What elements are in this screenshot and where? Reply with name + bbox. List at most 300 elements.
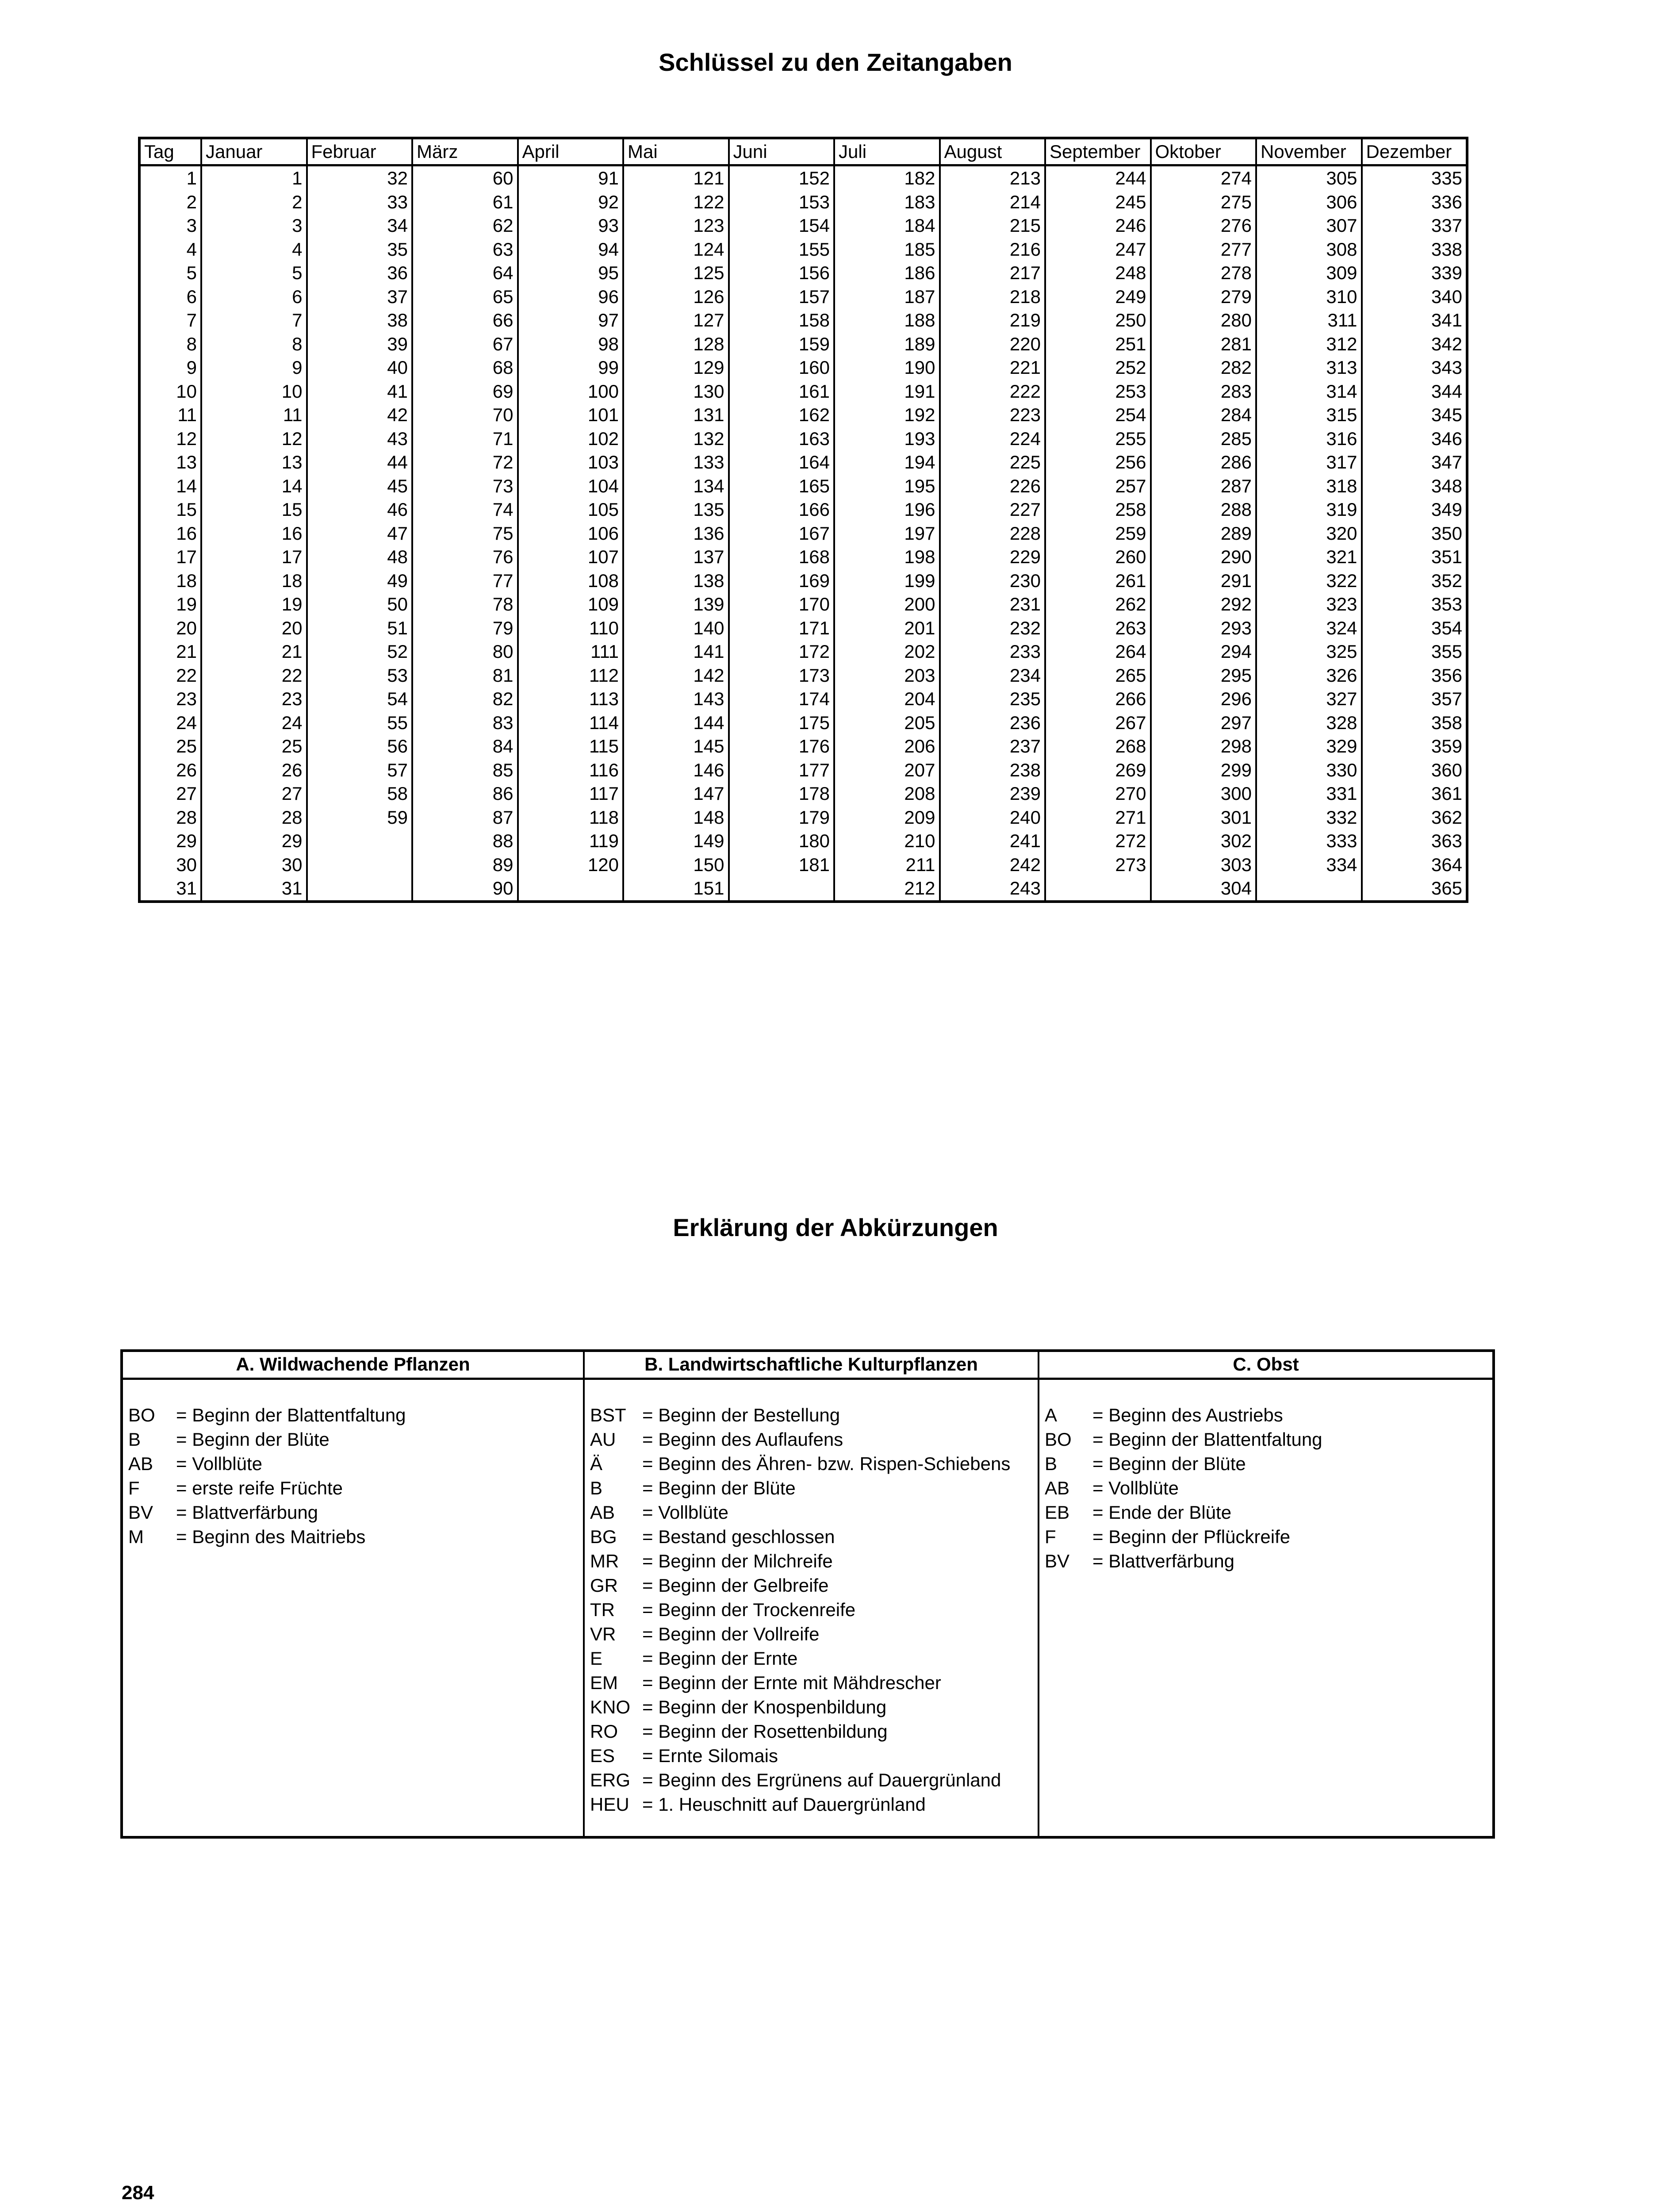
day-of-year-cell: 154 bbox=[729, 214, 835, 238]
day-of-year-cell: 83 bbox=[412, 711, 518, 735]
day-of-year-cell: 191 bbox=[834, 380, 940, 403]
day-of-year-cell: 350 bbox=[1362, 522, 1468, 545]
day-of-year-cell: 316 bbox=[1256, 427, 1362, 451]
day-of-year-cell: 232 bbox=[940, 616, 1046, 640]
day-of-year-cell: 307 bbox=[1256, 214, 1362, 238]
list-item bbox=[590, 1573, 1038, 1598]
day-of-year-cell: 62 bbox=[412, 214, 518, 238]
day-of-year-cell: 185 bbox=[834, 238, 940, 261]
day-of-year-cell: 245 bbox=[1045, 190, 1151, 214]
abbr-meaning: = Beginn der Blüte bbox=[1092, 1453, 1246, 1474]
day-of-year-cell: 166 bbox=[729, 498, 835, 522]
day-of-year-cell: 41 bbox=[307, 380, 413, 403]
day-of-year-cell: 14 bbox=[201, 474, 307, 498]
day-of-year-cell: 21 bbox=[201, 640, 307, 664]
day-of-year-cell: 26 bbox=[201, 758, 307, 782]
day-of-year-cell: 240 bbox=[940, 806, 1046, 830]
day-of-year-cell: 212 bbox=[834, 876, 940, 902]
day-of-year-cell: 275 bbox=[1151, 190, 1257, 214]
day-of-year-cell: 243 bbox=[940, 876, 1046, 902]
day-of-year-cell: 342 bbox=[1362, 332, 1468, 356]
list-item bbox=[1045, 1500, 1492, 1525]
abbr-code: BO bbox=[128, 1405, 155, 1425]
list-item bbox=[590, 1768, 1038, 1792]
day-of-year-cell: 122 bbox=[623, 190, 729, 214]
day-of-year-cell: 104 bbox=[518, 474, 624, 498]
day-of-year-cell: 241 bbox=[940, 829, 1046, 853]
day-of-year-cell: 268 bbox=[1045, 734, 1151, 758]
day-cell: 8 bbox=[139, 332, 201, 356]
table-row bbox=[139, 853, 1467, 877]
day-of-year-cell: 91 bbox=[518, 165, 624, 190]
day-of-year-cell: 74 bbox=[412, 498, 518, 522]
day-of-year-cell: 45 bbox=[307, 474, 413, 498]
day-of-year-cell: 170 bbox=[729, 592, 835, 616]
day-of-year-cell: 223 bbox=[940, 403, 1046, 427]
day-of-year-cell: 290 bbox=[1151, 545, 1257, 569]
day-of-year-cell: 103 bbox=[518, 450, 624, 474]
day-of-year-cell: 206 bbox=[834, 734, 940, 758]
day-cell: 2 bbox=[139, 190, 201, 214]
day-cell: 17 bbox=[139, 545, 201, 569]
day-of-year-cell: 169 bbox=[729, 569, 835, 593]
day-of-year-cell: 37 bbox=[307, 285, 413, 309]
day-of-year-cell bbox=[1256, 876, 1362, 902]
day-of-year-cell: 270 bbox=[1045, 782, 1151, 806]
abbr-meaning: = Blattverfärbung bbox=[176, 1502, 318, 1523]
list-item bbox=[128, 1500, 583, 1525]
day-of-year-cell: 22 bbox=[201, 664, 307, 687]
day-of-year-cell: 227 bbox=[940, 498, 1046, 522]
day-of-year-cell: 18 bbox=[201, 569, 307, 593]
day-of-year-cell: 95 bbox=[518, 261, 624, 285]
day-of-year-cell: 348 bbox=[1362, 474, 1468, 498]
abbr-code: M bbox=[128, 1526, 144, 1547]
day-of-year-cell: 58 bbox=[307, 782, 413, 806]
day-of-year-cell: 269 bbox=[1045, 758, 1151, 782]
day-of-year-cell: 151 bbox=[623, 876, 729, 902]
day-of-year-cell: 80 bbox=[412, 640, 518, 664]
day-of-year-cell: 236 bbox=[940, 711, 1046, 735]
day-cell: 10 bbox=[139, 380, 201, 403]
day-of-year-cell: 150 bbox=[623, 853, 729, 877]
day-of-year-cell: 175 bbox=[729, 711, 835, 735]
page-title-abbreviations: Erklärung der Abkürzungen bbox=[673, 1214, 998, 1241]
day-of-year-cell: 27 bbox=[201, 782, 307, 806]
day-of-year-cell: 90 bbox=[412, 876, 518, 902]
day-cell: 15 bbox=[139, 498, 201, 522]
day-of-year-cell: 220 bbox=[940, 332, 1046, 356]
column-header: April bbox=[518, 138, 624, 165]
day-of-year-cell: 149 bbox=[623, 829, 729, 853]
abbr-meaning: = Beginn der Vollreife bbox=[642, 1624, 820, 1644]
day-of-year-cell: 49 bbox=[307, 569, 413, 593]
day-of-year-cell: 196 bbox=[834, 498, 940, 522]
day-of-year-cell: 207 bbox=[834, 758, 940, 782]
table-row bbox=[139, 214, 1467, 238]
abbr-meaning: = Vollblüte bbox=[176, 1453, 262, 1474]
day-of-year-cell: 183 bbox=[834, 190, 940, 214]
day-of-year-cell: 20 bbox=[201, 616, 307, 640]
day-of-year-cell: 194 bbox=[834, 450, 940, 474]
abbr-meaning: = Beginn des Auflaufens bbox=[642, 1429, 843, 1450]
day-of-year-cell: 193 bbox=[834, 427, 940, 451]
day-cell: 7 bbox=[139, 308, 201, 332]
day-of-year-cell: 233 bbox=[940, 640, 1046, 664]
day-of-year-cell: 16 bbox=[201, 522, 307, 545]
day-of-year-cell: 9 bbox=[201, 356, 307, 380]
day-of-year-cell: 282 bbox=[1151, 356, 1257, 380]
day-of-year-cell: 23 bbox=[201, 687, 307, 711]
day-of-year-cell: 54 bbox=[307, 687, 413, 711]
day-of-year-cell bbox=[307, 876, 413, 902]
day-of-year-cell: 209 bbox=[834, 806, 940, 830]
day-of-year-cell: 113 bbox=[518, 687, 624, 711]
day-of-year-cell: 10 bbox=[201, 380, 307, 403]
day-of-year-cell: 204 bbox=[834, 687, 940, 711]
day-of-year-cell: 171 bbox=[729, 616, 835, 640]
day-of-year-cell: 274 bbox=[1151, 165, 1257, 190]
day-of-year-cell: 314 bbox=[1256, 380, 1362, 403]
day-of-year-cell: 53 bbox=[307, 664, 413, 687]
day-of-year-cell: 313 bbox=[1256, 356, 1362, 380]
day-of-year-cell: 85 bbox=[412, 758, 518, 782]
abbr-meaning: = Beginn der Pflückreife bbox=[1092, 1526, 1291, 1547]
abbr-code: AB bbox=[1045, 1478, 1070, 1498]
day-of-year-cell: 254 bbox=[1045, 403, 1151, 427]
day-of-year-cell: 324 bbox=[1256, 616, 1362, 640]
day-of-year-cell: 262 bbox=[1045, 592, 1151, 616]
abbr-code: BV bbox=[1045, 1551, 1070, 1571]
day-cell: 1 bbox=[139, 165, 201, 190]
column-header: Oktober bbox=[1151, 138, 1257, 165]
list-item bbox=[590, 1671, 1038, 1695]
day-of-year-cell: 92 bbox=[518, 190, 624, 214]
day-of-year-cell: 73 bbox=[412, 474, 518, 498]
abbr-column-crops bbox=[583, 1352, 1038, 1836]
day-of-year-cell: 100 bbox=[518, 380, 624, 403]
abbr-column-wild-plants bbox=[123, 1352, 583, 1836]
day-of-year-cell: 221 bbox=[940, 356, 1046, 380]
day-of-year-cell: 3 bbox=[201, 214, 307, 238]
day-of-year-cell: 35 bbox=[307, 238, 413, 261]
day-of-year-cell: 60 bbox=[412, 165, 518, 190]
day-of-year-cell: 345 bbox=[1362, 403, 1468, 427]
abbr-list bbox=[585, 1380, 1038, 1816]
table-row bbox=[139, 238, 1467, 261]
day-of-year-cell: 271 bbox=[1045, 806, 1151, 830]
day-of-year-cell: 354 bbox=[1362, 616, 1468, 640]
list-item bbox=[1045, 1476, 1492, 1500]
day-of-year-cell: 138 bbox=[623, 569, 729, 593]
list-item bbox=[128, 1403, 583, 1427]
day-of-year-cell bbox=[307, 829, 413, 853]
day-of-year-cell: 102 bbox=[518, 427, 624, 451]
day-of-year-cell: 188 bbox=[834, 308, 940, 332]
day-of-year-cell: 180 bbox=[729, 829, 835, 853]
day-of-year-cell: 96 bbox=[518, 285, 624, 309]
day-of-year-cell: 29 bbox=[201, 829, 307, 853]
day-of-year-cell: 32 bbox=[307, 165, 413, 190]
list-item bbox=[590, 1598, 1038, 1622]
day-of-year-cell: 86 bbox=[412, 782, 518, 806]
list-item bbox=[590, 1476, 1038, 1500]
abbr-code: AB bbox=[128, 1453, 153, 1474]
day-of-year-cell: 44 bbox=[307, 450, 413, 474]
day-of-year-cell: 5 bbox=[201, 261, 307, 285]
day-of-year-cell: 184 bbox=[834, 214, 940, 238]
day-cell: 12 bbox=[139, 427, 201, 451]
day-of-year-cell: 205 bbox=[834, 711, 940, 735]
day-of-year-cell: 40 bbox=[307, 356, 413, 380]
day-of-year-cell: 330 bbox=[1256, 758, 1362, 782]
day-of-year-cell: 124 bbox=[623, 238, 729, 261]
abbr-code: MR bbox=[590, 1551, 619, 1571]
day-of-year-cell: 344 bbox=[1362, 380, 1468, 403]
day-of-year-cell: 61 bbox=[412, 190, 518, 214]
day-of-year-cell: 296 bbox=[1151, 687, 1257, 711]
abbr-meaning: = Beginn des Austriebs bbox=[1092, 1405, 1283, 1425]
abbr-code: KNO bbox=[590, 1697, 631, 1717]
day-of-year-cell: 142 bbox=[623, 664, 729, 687]
day-of-year-cell: 187 bbox=[834, 285, 940, 309]
day-of-year-cell: 349 bbox=[1362, 498, 1468, 522]
day-of-year-cell: 117 bbox=[518, 782, 624, 806]
abbr-code: HEU bbox=[590, 1794, 629, 1815]
day-of-year-cell: 152 bbox=[729, 165, 835, 190]
day-of-year-cell: 259 bbox=[1045, 522, 1151, 545]
day-of-year-cell: 36 bbox=[307, 261, 413, 285]
abbr-code: A bbox=[1045, 1405, 1058, 1425]
abbr-meaning: = Beginn des Maitriebs bbox=[176, 1526, 366, 1547]
day-of-year-cell: 239 bbox=[940, 782, 1046, 806]
day-of-year-cell: 59 bbox=[307, 806, 413, 830]
day-of-year-cell: 153 bbox=[729, 190, 835, 214]
day-of-year-cell bbox=[307, 853, 413, 877]
abbr-code: AB bbox=[590, 1502, 615, 1523]
day-of-year-cell: 308 bbox=[1256, 238, 1362, 261]
day-of-year-cell: 312 bbox=[1256, 332, 1362, 356]
day-of-year-cell: 340 bbox=[1362, 285, 1468, 309]
table-row bbox=[139, 687, 1467, 711]
day-of-year-cell: 64 bbox=[412, 261, 518, 285]
list-item bbox=[590, 1403, 1038, 1427]
day-of-year-cell: 329 bbox=[1256, 734, 1362, 758]
day-of-year-cell: 334 bbox=[1256, 853, 1362, 877]
day-of-year-cell: 328 bbox=[1256, 711, 1362, 735]
day-of-year-cell: 195 bbox=[834, 474, 940, 498]
day-of-year-cell: 289 bbox=[1151, 522, 1257, 545]
day-of-year-cell: 278 bbox=[1151, 261, 1257, 285]
day-of-year-cell: 127 bbox=[623, 308, 729, 332]
day-of-year-cell: 226 bbox=[940, 474, 1046, 498]
day-cell: 20 bbox=[139, 616, 201, 640]
day-of-year-cell: 139 bbox=[623, 592, 729, 616]
day-cell: 30 bbox=[139, 853, 201, 877]
day-of-year-cell: 94 bbox=[518, 238, 624, 261]
day-of-year-cell: 12 bbox=[201, 427, 307, 451]
day-of-year-cell: 30 bbox=[201, 853, 307, 877]
day-of-year-cell: 162 bbox=[729, 403, 835, 427]
table-row bbox=[139, 403, 1467, 427]
abbr-code: B bbox=[1045, 1453, 1058, 1474]
day-of-year-cell: 335 bbox=[1362, 165, 1468, 190]
day-of-year-cell: 89 bbox=[412, 853, 518, 877]
abbr-code: BST bbox=[590, 1405, 626, 1425]
day-of-year-cell: 228 bbox=[940, 522, 1046, 545]
table-row bbox=[139, 876, 1467, 902]
day-of-year-cell: 158 bbox=[729, 308, 835, 332]
day-of-year-cell: 203 bbox=[834, 664, 940, 687]
abbr-code: TR bbox=[590, 1599, 615, 1620]
day-of-year-cell: 87 bbox=[412, 806, 518, 830]
day-of-year-cell: 75 bbox=[412, 522, 518, 545]
day-of-year-cell: 305 bbox=[1256, 165, 1362, 190]
abbr-code: F bbox=[1045, 1526, 1056, 1547]
day-of-year-cell: 147 bbox=[623, 782, 729, 806]
day-of-year-cell: 66 bbox=[412, 308, 518, 332]
column-header: Juni bbox=[729, 138, 835, 165]
day-of-year-cell: 295 bbox=[1151, 664, 1257, 687]
day-of-year-cell: 234 bbox=[940, 664, 1046, 687]
abbr-meaning: = Ernte Silomais bbox=[642, 1745, 778, 1766]
list-item bbox=[1045, 1525, 1492, 1549]
table-row bbox=[139, 380, 1467, 403]
list-item bbox=[590, 1622, 1038, 1646]
day-cell: 24 bbox=[139, 711, 201, 735]
day-of-year-cell: 218 bbox=[940, 285, 1046, 309]
day-of-year-cell: 341 bbox=[1362, 308, 1468, 332]
day-of-year-cell: 48 bbox=[307, 545, 413, 569]
day-of-year-cell: 136 bbox=[623, 522, 729, 545]
day-of-year-cell: 301 bbox=[1151, 806, 1257, 830]
day-cell: 19 bbox=[139, 592, 201, 616]
day-of-year-cell: 222 bbox=[940, 380, 1046, 403]
abbr-meaning: = Beginn der Bestellung bbox=[642, 1405, 840, 1425]
abbr-meaning: = Beginn der Ernte bbox=[642, 1648, 798, 1669]
day-of-year-cell: 347 bbox=[1362, 450, 1468, 474]
day-of-year-cell: 333 bbox=[1256, 829, 1362, 853]
day-of-year-cell: 156 bbox=[729, 261, 835, 285]
abbr-code: B bbox=[590, 1478, 603, 1498]
day-of-year-cell: 7 bbox=[201, 308, 307, 332]
abbr-code: F bbox=[128, 1478, 140, 1498]
day-of-year-cell: 309 bbox=[1256, 261, 1362, 285]
column-header: März bbox=[412, 138, 518, 165]
day-of-year-cell: 264 bbox=[1045, 640, 1151, 664]
day-of-year-cell: 318 bbox=[1256, 474, 1362, 498]
day-of-year-cell: 266 bbox=[1045, 687, 1151, 711]
table-row bbox=[139, 474, 1467, 498]
day-of-year-cell: 200 bbox=[834, 592, 940, 616]
table-row bbox=[139, 522, 1467, 545]
day-of-year-cell: 19 bbox=[201, 592, 307, 616]
abbr-meaning: = Beginn des Ähren- bzw. Rispen-Schiebens bbox=[642, 1453, 1011, 1474]
day-of-year-cell: 109 bbox=[518, 592, 624, 616]
day-of-year-cell: 68 bbox=[412, 356, 518, 380]
day-of-year-cell: 276 bbox=[1151, 214, 1257, 238]
list-item bbox=[1045, 1427, 1492, 1452]
day-of-year-cell: 93 bbox=[518, 214, 624, 238]
day-cell: 22 bbox=[139, 664, 201, 687]
day-of-year-cell: 201 bbox=[834, 616, 940, 640]
day-of-year-cell: 199 bbox=[834, 569, 940, 593]
day-of-year-cell: 360 bbox=[1362, 758, 1468, 782]
day-of-year-cell: 302 bbox=[1151, 829, 1257, 853]
day-of-year-cell: 238 bbox=[940, 758, 1046, 782]
day-of-year-cell: 325 bbox=[1256, 640, 1362, 664]
day-of-year-cell: 217 bbox=[940, 261, 1046, 285]
day-cell: 25 bbox=[139, 734, 201, 758]
abbr-meaning: = Bestand geschlossen bbox=[642, 1526, 835, 1547]
day-of-year-cell: 4 bbox=[201, 238, 307, 261]
day-of-year-cell: 163 bbox=[729, 427, 835, 451]
table-row bbox=[139, 356, 1467, 380]
day-of-year-cell: 258 bbox=[1045, 498, 1151, 522]
day-of-year-cell: 248 bbox=[1045, 261, 1151, 285]
day-of-year-cell: 119 bbox=[518, 829, 624, 853]
column-header: Dezember bbox=[1362, 138, 1468, 165]
day-of-year-cell: 106 bbox=[518, 522, 624, 545]
day-of-year-cell: 337 bbox=[1362, 214, 1468, 238]
day-of-year-cell: 97 bbox=[518, 308, 624, 332]
day-of-year-cell: 246 bbox=[1045, 214, 1151, 238]
abbr-list bbox=[123, 1380, 583, 1549]
day-of-year-cell: 11 bbox=[201, 403, 307, 427]
table-row bbox=[139, 640, 1467, 664]
day-of-year-cell: 165 bbox=[729, 474, 835, 498]
day-of-year-cell: 148 bbox=[623, 806, 729, 830]
day-of-year-cell: 133 bbox=[623, 450, 729, 474]
abbr-code: Ä bbox=[590, 1453, 603, 1474]
abbr-meaning: = 1. Heuschnitt auf Dauergrünland bbox=[642, 1794, 926, 1815]
list-item bbox=[1045, 1452, 1492, 1476]
day-of-year-cell: 134 bbox=[623, 474, 729, 498]
day-of-year-cell: 294 bbox=[1151, 640, 1257, 664]
day-of-year-cell: 250 bbox=[1045, 308, 1151, 332]
day-of-year-cell: 2 bbox=[201, 190, 307, 214]
day-of-year-cell: 125 bbox=[623, 261, 729, 285]
day-of-year-cell: 242 bbox=[940, 853, 1046, 877]
abbreviation-table bbox=[120, 1349, 1495, 1839]
day-of-year-cell: 189 bbox=[834, 332, 940, 356]
day-of-year-cell: 363 bbox=[1362, 829, 1468, 853]
day-of-year-cell: 25 bbox=[201, 734, 307, 758]
abbr-code: B bbox=[128, 1429, 141, 1450]
day-of-year-cell: 128 bbox=[623, 332, 729, 356]
day-of-year-cell: 79 bbox=[412, 616, 518, 640]
day-of-year-cell: 105 bbox=[518, 498, 624, 522]
day-cell: 26 bbox=[139, 758, 201, 782]
day-of-year-cell: 303 bbox=[1151, 853, 1257, 877]
day-cell: 28 bbox=[139, 806, 201, 830]
abbr-meaning: = erste reife Früchte bbox=[176, 1478, 343, 1498]
column-header: September bbox=[1045, 138, 1151, 165]
abbr-code: RO bbox=[590, 1721, 618, 1742]
day-of-year-cell: 160 bbox=[729, 356, 835, 380]
day-of-year-cell: 306 bbox=[1256, 190, 1362, 214]
day-cell: 23 bbox=[139, 687, 201, 711]
day-of-year-cell: 224 bbox=[940, 427, 1046, 451]
day-of-year-cell: 110 bbox=[518, 616, 624, 640]
day-of-year-cell: 292 bbox=[1151, 592, 1257, 616]
abbr-meaning: = Beginn der Knospenbildung bbox=[642, 1697, 887, 1717]
day-of-year-cell: 231 bbox=[940, 592, 1046, 616]
day-of-year-cell: 298 bbox=[1151, 734, 1257, 758]
list-item bbox=[128, 1427, 583, 1452]
abbr-code: BV bbox=[128, 1502, 153, 1523]
day-of-year-cell: 261 bbox=[1045, 569, 1151, 593]
